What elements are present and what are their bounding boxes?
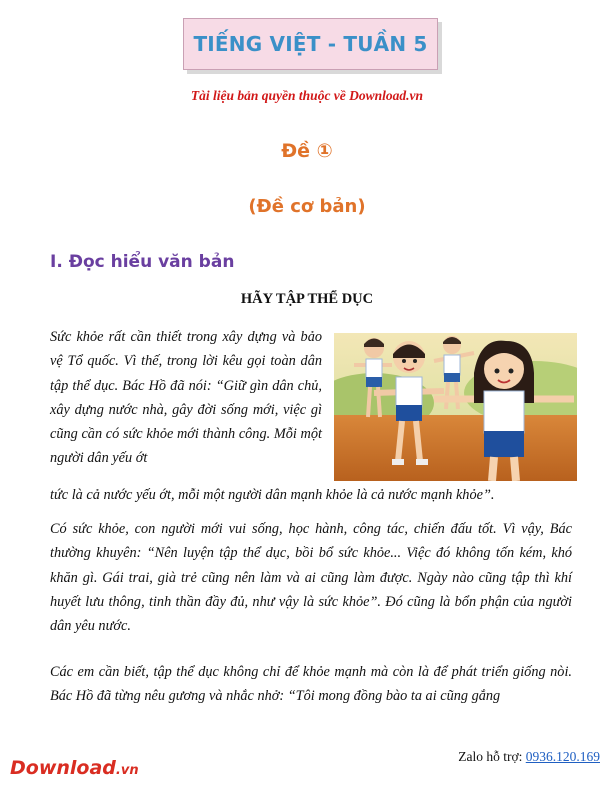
paragraph-1-continued: tức là cả nước yếu ớt, mỗi một người dân mạnh khỏe là cả nước mạnh khỏe”. — [50, 487, 495, 503]
exam-number: Đề ① — [281, 140, 333, 162]
support-label: Zalo hỗ trợ: — [458, 749, 523, 764]
paragraph-3: Các em cần biết, tập thể dục không chỉ để khỏe mạnh mà còn là để phát triển giống nòi. Bác Hồ đã từng nêu gương và nhắc nhở: “Tôi mong đồng bào ta ai cũng gắng — [50, 664, 572, 705]
copyright-notice: Tài liệu bản quyền thuộc về Download.vn — [190, 88, 424, 103]
logo-suffix: .vn — [115, 763, 139, 778]
download-logo[interactable] — [10, 757, 139, 779]
paragraph-2: Có sức khỏe, con người mới vui sống, học hành, công tác, chiến đấu tốt. Vì vậy, Bác thường khuyên: “Nên luyện tập thể dục, bồi bổ sức khỏe... Việc đó không tốn kém, khó khăn gì. Gái trai, già trẻ cũng nên làm và ai cũng làm được. Ngày nào cũng tập thì khí huyết lưu thông, tinh thần đầy đủ, như vậy là sức khỏe”. Đó cũng là bổn phận của người dân yêu nước. — [50, 521, 572, 635]
zalo-support — [458, 749, 600, 765]
support-phone-link[interactable]: 0936.120.169 — [525, 749, 600, 764]
page-title: TIẾNG VIỆT - TUẦN 5 — [193, 32, 428, 56]
reading-title: HÃY TẬP THỂ DỤC — [240, 291, 374, 307]
logo-text: Download — [10, 757, 116, 779]
exam-type: (Đề cơ bản) — [248, 196, 366, 217]
paragraph-1-wrapped: Sức khỏe rất cần thiết trong xây dựng và bảo vệ Tổ quốc. Vì thế, trong lời kêu gọi toàn dân tập thể dục. Bác Hồ đã nói: “Giữ gìn dân chủ, xây dựng nước nhà, gây đời sống mới, việc gì cũng cần có sức khỏe mới thành công. Mỗi một người dân yếu ớt — [50, 329, 322, 467]
children-exercising-illustration — [334, 333, 577, 481]
title-banner — [183, 18, 438, 70]
section-heading: I. Đọc hiểu văn bản — [50, 252, 235, 272]
